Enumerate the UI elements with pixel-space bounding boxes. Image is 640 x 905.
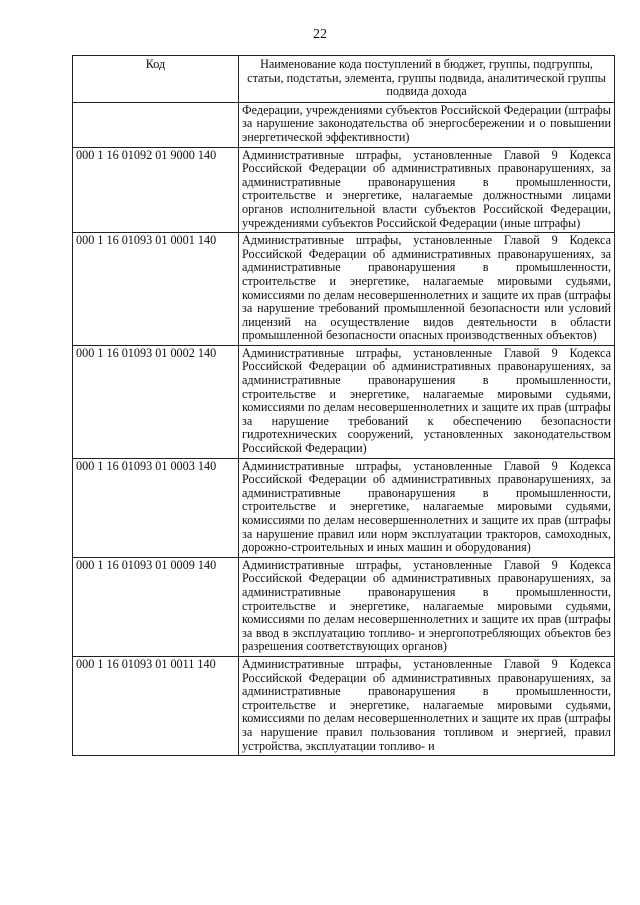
table-row [73,147,615,233]
row-code: 000 1 16 01093 01 0001 140 [73,233,239,346]
page-number: 22 [313,27,327,42]
table-row [73,102,615,147]
row-description: Административные штрафы, установленные Главой 9 Кодекса Российской Федерации об административных правонарушениях, за административные правонарушения в промышленности, строительстве и энергетике, налагаемые должностными лицами органов исполнительной власти субъектов Российской Федерации, учреждениями субъектов Российской Федерации (иные штрафы) [239,147,615,233]
row-code: 000 1 16 01092 01 9000 140 [73,147,239,233]
table-header-row [73,56,615,103]
row-description: Административные штрафы, установленные Главой 9 Кодекса Российской Федерации об административных правонарушениях, за административные правонарушения в промышленности, строительстве и энергетике, налагаемые мировыми судьями, комиссиями по делам несовершеннолетних и защите их прав (штрафы за нарушение требований к обеспечению безопасности гидротехнических сооружений, установленных законодательством Российской Федерации) [239,345,615,458]
name-column-header: Наименование кода поступлений в бюджет, группы, подгруппы, статьи, подстатьи, элемента, группы подвида, аналитической группы подвида дохода [239,56,615,103]
table-row [73,345,615,458]
code-column-header: Код [73,56,239,103]
row-code: 000 1 16 01093 01 0002 140 [73,345,239,458]
row-description: Административные штрафы, установленные Главой 9 Кодекса Российской Федерации об административных правонарушениях, за административные правонарушения в промышленности, строительстве и энергетике, налагаемые мировыми судьями, комиссиями по делам несовершеннолетних и защите их прав (штрафы за ввод в эксплуатацию топливо- и энергопотребляющих объектов без разрешения соответствующих органов) [239,557,615,656]
row-description: Административные штрафы, установленные Главой 9 Кодекса Российской Федерации об административных правонарушениях, за административные правонарушения в промышленности, строительстве и энергетике, налагаемые мировыми судьями, комиссиями по делам несовершеннолетних и защите их прав (штрафы за нарушение правил пользования топливом и энергией, правил устройства, эксплуатации топливо- и [239,656,615,755]
row-description: Административные штрафы, установленные Главой 9 Кодекса Российской Федерации об административных правонарушениях, за административные правонарушения в промышленности, строительстве и энергетике, налагаемые мировыми судьями, комиссиями по делам несовершеннолетних и защите их прав (штрафы за нарушение правил или норм эксплуатации тракторов, самоходных, дорожно-строительных и иных машин и оборудования) [239,458,615,557]
table-row [73,557,615,656]
row-code [73,102,239,147]
row-code: 000 1 16 01093 01 0011 140 [73,656,239,755]
row-code: 000 1 16 01093 01 0009 140 [73,557,239,656]
revenue-codes-table [72,55,615,756]
row-description: Административные штрафы, установленные Главой 9 Кодекса Российской Федерации об административных правонарушениях, за административные правонарушения в промышленности, строительстве и энергетике, налагаемые мировыми судьями, комиссиями по делам несовершеннолетних и защите их прав (штрафы за нарушение требований промышленной безопасности или условий лицензий на осуществление видов деятельности в области промышленной безопасности опасных производственных объектов) [239,233,615,346]
table-row [73,458,615,557]
table-row [73,656,615,755]
table-row [73,233,615,346]
row-description: Федерации, учреждениями субъектов Российской Федерации (штрафы за нарушение законодательства об энергосбережении и о повышении энергетической эффективности) [239,102,615,147]
row-code: 000 1 16 01093 01 0003 140 [73,458,239,557]
